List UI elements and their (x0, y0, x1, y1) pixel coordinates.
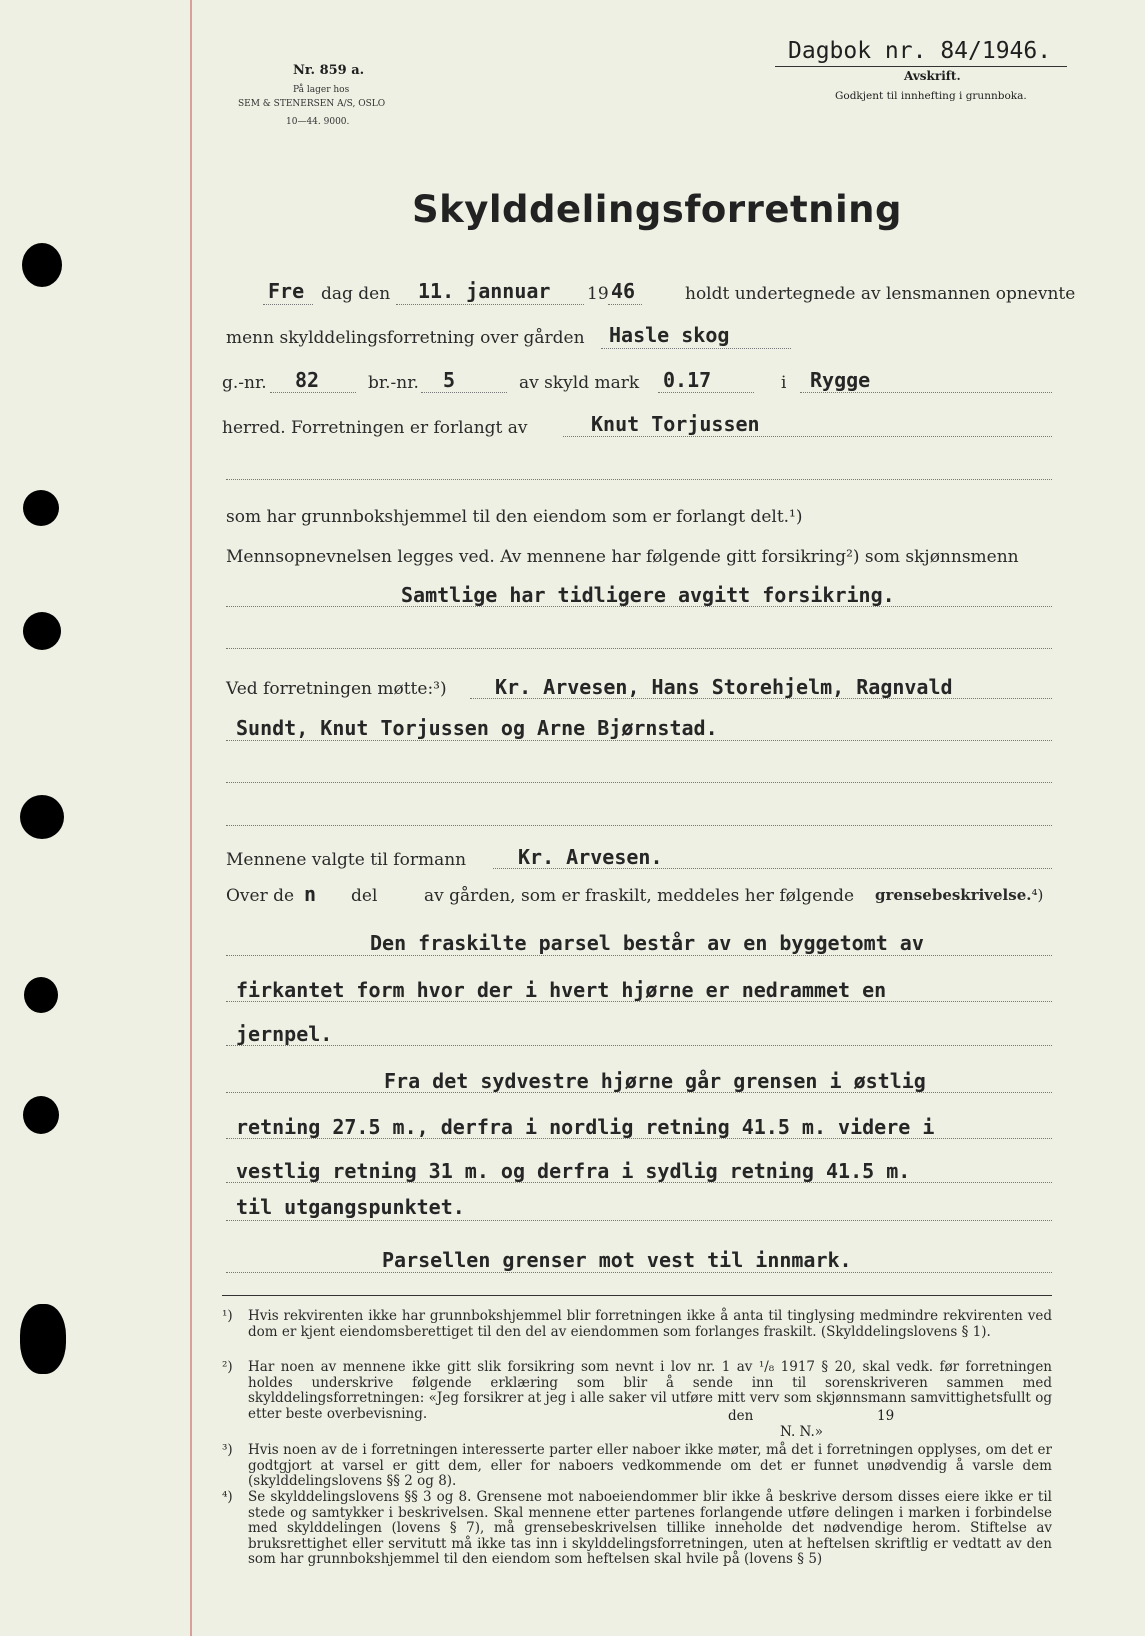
boundary-text-line: Fra det sydvestre hjørne går grensen i østlig (384, 1069, 926, 1093)
fill-line (563, 436, 1052, 437)
dagbok-underline (775, 66, 1067, 67)
grensebeskrivelse-word: grensebeskrivelse. (875, 886, 1032, 904)
footnote-number: ²) (222, 1359, 233, 1375)
publisher-line: På lager hos (293, 85, 350, 95)
fill-line (226, 1182, 1052, 1183)
line5-text: som har grunnbokshjemmel til den eiendom som er forlangt delt.¹) (226, 507, 803, 527)
farm-name: Hasle skog (609, 323, 730, 347)
fill-line (493, 868, 1052, 869)
fill-line (601, 348, 791, 349)
municipality-value: Rygge (810, 368, 871, 392)
line4-lead: herred. Forretningen er forlangt av (222, 418, 528, 438)
fill-line (421, 392, 507, 393)
footnote-2 (222, 1360, 1052, 1422)
footnote-2-den: den (728, 1408, 754, 1424)
attendees-line1: Kr. Arvesen, Hans Storehjelm, Ragnvald (495, 675, 953, 699)
line8-lead: Ved forretningen møtte:³) (226, 679, 447, 699)
page-title: Skylddelingsforretning (412, 188, 902, 231)
fill-line (270, 392, 356, 393)
gnr-label: g.-nr. (222, 373, 267, 393)
avskrift-label: Avskrift. (904, 69, 961, 83)
fill-line (226, 1001, 1052, 1002)
punch-hole (23, 490, 59, 526)
footnote-text: Har noen av mennene ikke gitt slik forsikring som nevnt i lov nr. 1 av ¹/₈ 1917 § 20, skal vedk. før forretningen holdes underskrive følgende erklæring som blir å sende inn til sorenskriveren sammen med skylddelingsforretningen: «Jeg forsikrer at jeg i alle saker vil utføre mitt verv som skjønnsmann samvittighetsfullt og etter beste overbevisning. (248, 1359, 1052, 1422)
grensebeskrivelse-label (875, 886, 1043, 904)
boundary-text-line: jernpel. (236, 1022, 333, 1046)
punch-hole (24, 977, 58, 1013)
fill-line (226, 740, 1052, 741)
footnote-2-year: 19 (877, 1408, 895, 1424)
footnote-1 (222, 1309, 1052, 1340)
punch-hole (20, 1304, 66, 1374)
boundary-text-line: vestlig retning 31 m. og derfra i sydlig retning 41.5 m. (236, 1159, 911, 1183)
assurance-text: Samtlige har tidligere avgitt forsikring. (401, 583, 895, 607)
boundary-text-line: Parsellen grenser mot vest til innmark. (382, 1248, 852, 1272)
punch-hole (20, 795, 64, 839)
skyld-value: 0.17 (663, 368, 712, 392)
fill-line (263, 304, 313, 305)
brnr-label: br.-nr. (368, 373, 419, 393)
boundary-text-line: Den fraskilte parsel består av en byggetomt av (370, 931, 924, 955)
fill-line (226, 782, 1052, 783)
punch-hole (22, 243, 62, 287)
line11-tail: av gården, som er fraskilt, meddeles her følgende (424, 886, 855, 906)
margin-rule (190, 0, 192, 1636)
fill-line (226, 606, 1052, 607)
skyld-label: av skyld mark (519, 373, 640, 393)
fill-line (226, 1092, 1052, 1093)
footnote-number: ⁴) (222, 1489, 233, 1505)
boundary-text-line: retning 27.5 m., derfra i nordlig retning 41.5 m. videre i (236, 1115, 935, 1139)
date-value: 11. jannuar (418, 279, 551, 303)
footnote-ref: ⁴) (1031, 886, 1044, 904)
footnote-text: Hvis rekvirenten ikke har grunnbokshjemmel blir forretningen ikke å anta til tinglysing medmindre rekvirenten ved dom er kjent eiendomsberettiget til den del av eiendommen som forlanges fraskilt. (Skylddelingslovens § 1). (248, 1308, 1052, 1340)
fill-line (226, 955, 1052, 956)
footnote-text: Hvis noen av de i forretningen interesserte parter eller naboer ikke møter, må det i forretningen opplyses, om det er godtgjort at varsel er gitt dem, eller for naboers vedkommende om det er funnet unødvendig å varsle dem (skylddelingslovens §§ 2 og 8). (248, 1442, 1052, 1489)
chair-name: Kr. Arvesen. (518, 845, 663, 869)
publisher-print-run: 10—44. 9000. (286, 117, 350, 127)
i-label: i (781, 373, 787, 393)
brnr-value: 5 (443, 368, 456, 392)
punch-hole (23, 1096, 59, 1134)
boundary-text-line: firkantet form hvor der i hvert hjørne er nedrammet en (236, 978, 887, 1002)
year-prefix: 19 (587, 284, 609, 304)
year-suffix: 46 (611, 279, 636, 303)
dag-den-label: dag den (321, 284, 391, 304)
line10-lead: Mennene valgte til formann (226, 850, 467, 870)
weekday: Fre (268, 279, 305, 303)
godkjent-note: Godkjent til innhefting i grunnboka. (835, 90, 1027, 102)
attendees-line2: Sundt, Knut Torjussen og Arne Bjørnstad. (236, 716, 718, 740)
fill-line (226, 1220, 1052, 1221)
footnote-text: Se skylddelingslovens §§ 3 og 8. Grensene mot naboeiendommer blir ikke å beskrive dersom disses eiere ikke er til stede og samtykker i beskrivelsen. Skal mennene etter partenes forlangende utføre delingen i marken i forbindelse med skylddelingen (lovens § 7), må grensebeskrivelsen tillike inneholde det nødvendige herom. Stiftelse av bruksrettighet eller servitutt må ikke tas inn i skylddelingsforretningen, uten at heftelsen skriftlig er vedtatt av den som har grunnbokshjemmel til den eiendom som heftelsen skal hvile på (lovens § 5) (248, 1489, 1052, 1567)
fill-line (396, 304, 584, 305)
fill-line (470, 698, 1052, 699)
line6-text: Mennsopnevnelsen legges ved. Av mennene har følgende gitt forsikring²) som skjønnsmenn (226, 547, 1019, 567)
footnote-2-signature: N. N.» (780, 1424, 824, 1440)
boundary-text-line: til utgangspunktet. (236, 1195, 465, 1219)
requester-name: Knut Torjussen (591, 412, 760, 436)
line2-lead: menn skylddelingsforretning over gården (226, 328, 585, 348)
form-number: Nr. 859 a. (293, 63, 365, 78)
footnote-separator (222, 1295, 1052, 1296)
fill-line (226, 648, 1052, 649)
del-label: del (351, 886, 378, 906)
fill-line (608, 304, 642, 305)
dagbok-number: Dagbok nr. 84/1946. (788, 38, 1052, 64)
over-de-label: Over de (226, 886, 295, 906)
fill-line (226, 1045, 1052, 1046)
punch-hole (23, 612, 61, 650)
over-de-n: n (304, 882, 317, 906)
fill-line (226, 825, 1052, 826)
footnote-4 (222, 1490, 1052, 1568)
footnote-number: ¹) (222, 1308, 233, 1324)
fill-line (658, 392, 754, 393)
line1-tail: holdt undertegnede av lensmannen opnevnte (685, 284, 1076, 304)
fill-line (226, 1272, 1052, 1273)
footnote-number: ³) (222, 1442, 233, 1458)
fill-line (226, 1138, 1052, 1139)
publisher-name: SEM & STENERSEN A/S, OSLO (238, 99, 386, 109)
gnr-value: 82 (295, 368, 320, 392)
fill-line (226, 479, 1052, 480)
fill-line (800, 392, 1052, 393)
footnote-3 (222, 1443, 1052, 1490)
